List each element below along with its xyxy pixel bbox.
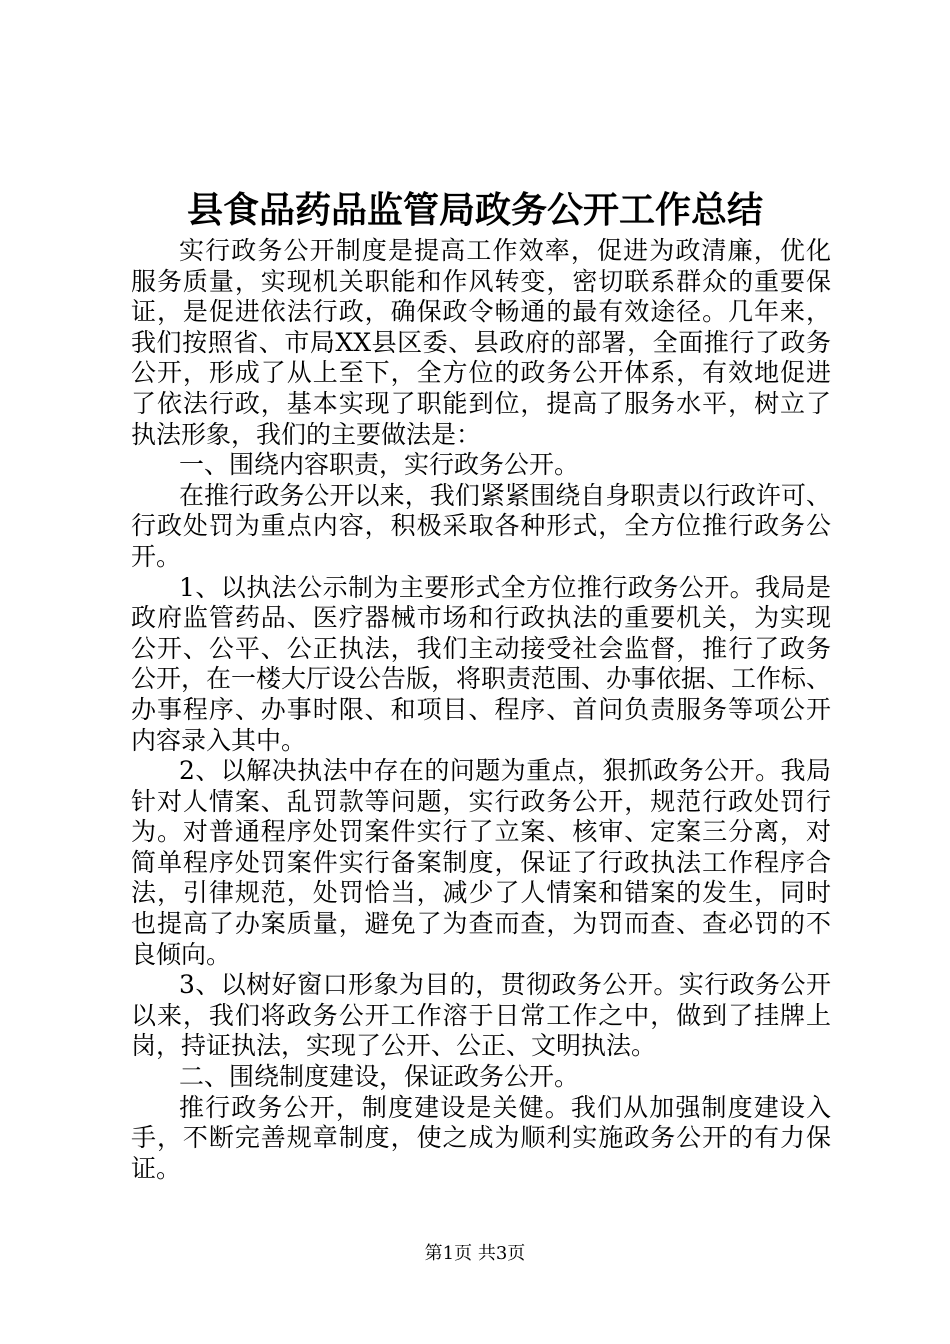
text-line: 手，不断完善规章制度，使之成为顺利实施政务公开的有力保 (131, 1123, 831, 1153)
text-line: 针对人情案、乱罚款等问题，实行政务公开，规范行政处罚行 (131, 786, 831, 816)
text-line: 3、以树好窗口形象为目的，贯彻政务公开。实行政务公开 (179, 970, 831, 1000)
text-line: 在推行政务公开以来，我们紧紧围绕自身职责以行政许可、 (179, 480, 831, 510)
text-line: 内容录入其中。 (131, 725, 307, 755)
text-line: 公开、公平、公正执法，我们主动接受社会监督，推行了政务 (131, 633, 831, 663)
text-line: 办事程序、办事时限、和项目、程序、首问负责服务等项公开 (131, 694, 831, 724)
text-line: 证。 (131, 1153, 182, 1183)
text-line: 公开，在一楼大厅设公告版，将职责范围、办事依据、工作标、 (131, 664, 832, 694)
text-line: 良倾向。 (131, 939, 232, 969)
text-line: 证，是促进依法行政，确保政令畅通的最有效途径。几年来， (131, 297, 831, 327)
text-line: 1、以执法公示制为主要形式全方位推行政务公开。我局是 (179, 572, 831, 602)
section-heading: 二、围绕制度建设，保证政务公开。 (179, 1062, 580, 1092)
text-line: 行政处罚为重点内容，积极采取各种形式，全方位推行政务公 (131, 511, 831, 541)
text-line: 法，引律规范，处罚恰当，减少了人情案和错案的发生，同时 (131, 878, 831, 908)
text-line: 我们按照省、市局XX县区委、县政府的部署，全面推行了政务 (131, 327, 831, 357)
text-line: 为。对普通程序处罚案件实行了立案、核审、定案三分离，对 (131, 817, 831, 847)
text-line: 推行政务公开，制度建设是关健。我们从加强制度建设入 (179, 1092, 831, 1122)
text-line: 了依法行政，基本实现了职能到位，提高了服务水平，树立了 (131, 388, 831, 418)
text-line: 公开，形成了从上至下，全方位的政务公开体系，有效地促进 (131, 358, 831, 388)
text-line: 也提高了办案质量，避免了为查而查，为罚而查、查必罚的不 (131, 909, 831, 939)
text-line: 政府监管药品、医疗器械市场和行政执法的重要机关，为实现 (131, 603, 831, 633)
text-line: 以来，我们将政务公开工作溶于日常工作之中，做到了挂牌上 (131, 1000, 831, 1030)
text-line: 服务质量，实现机关职能和作风转变，密切联系群众的重要保 (131, 266, 831, 296)
section-heading: 一、围绕内容职责，实行政务公开。 (179, 450, 580, 480)
text-line: 开。 (131, 541, 182, 571)
text-line: 2、以解决执法中存在的问题为重点，狠抓政务公开。我局 (179, 756, 831, 786)
page-footer: 第1页 共3页 (424, 1243, 526, 1264)
document-title: 县食品药品监管局政务公开工作总结 (186, 189, 763, 231)
text-line: 执法形象，我们的主要做法是： (131, 419, 482, 449)
text-line: 实行政务公开制度是提高工作效率，促进为政清廉，优化 (179, 236, 831, 265)
text-line: 岗，持证执法，实现了公开、公正、文明执法。 (131, 1031, 657, 1061)
text-line: 简单程序处罚案件实行备案制度，保证了行政执法工作程序合 (131, 847, 831, 877)
document-body (131, 236, 831, 1184)
